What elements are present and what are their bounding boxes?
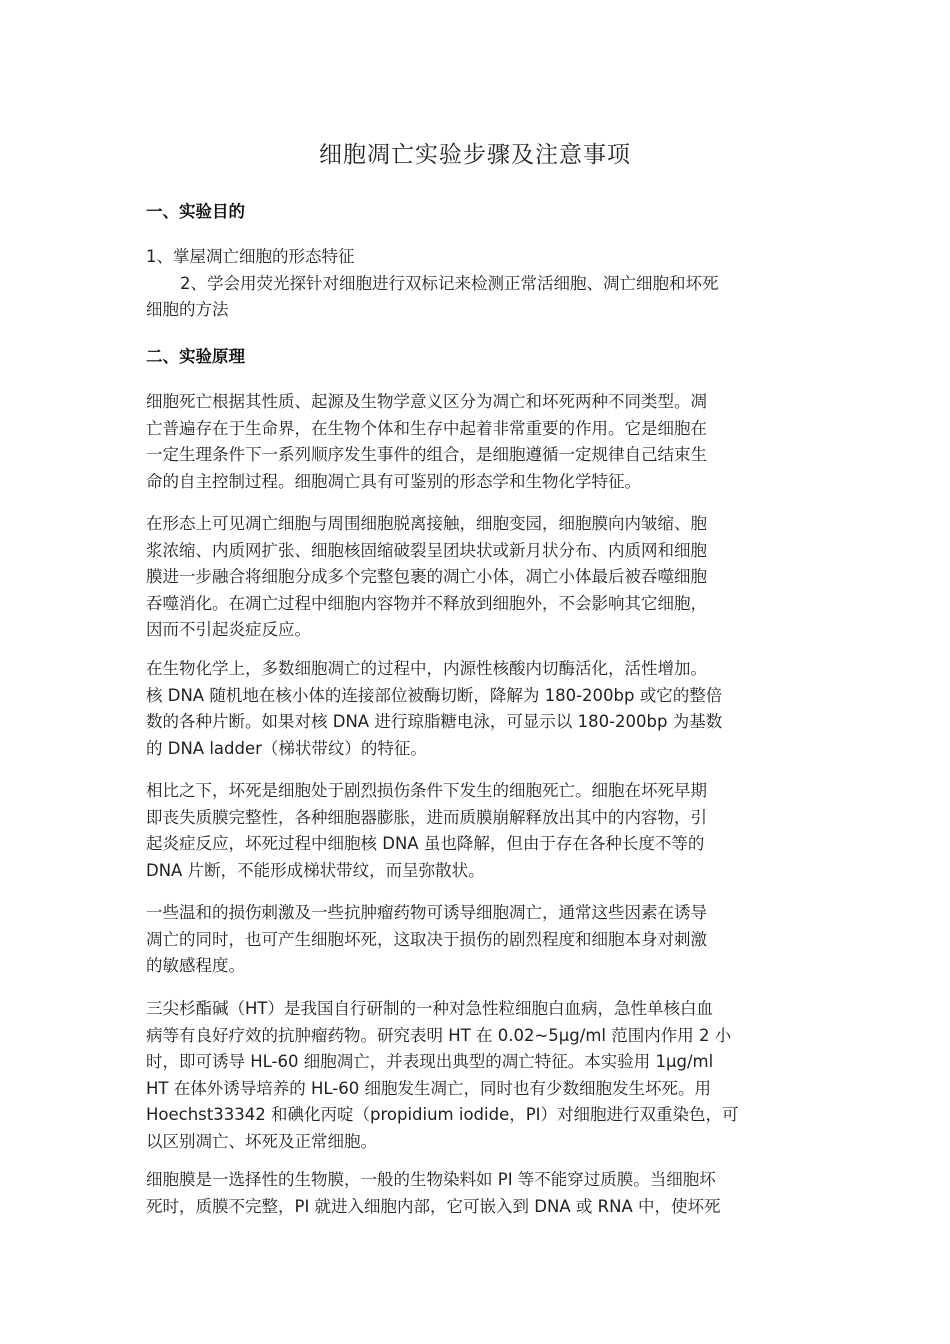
text-line: 即丧失质膜完整性，各种细胞器膨胀，进而质膜崩解释放出其中的内容物，引	[146, 807, 707, 827]
text-line: 因而不引起炎症反应。	[146, 620, 311, 639]
text-line: 起炎症反应，坏死过程中细胞核 DNA 虽也降解，但由于存在各种长度不等的	[146, 834, 705, 853]
text-line: 的 DNA ladder（梯状带纹）的特征。	[146, 738, 427, 758]
section-heading-principle: 二、实验原理	[146, 347, 245, 366]
text-line: 细胞死亡根据其性质、起源及生物学意义区分为凋亡和坏死两种不同类型。凋	[146, 392, 707, 411]
paragraph-4	[146, 778, 806, 884]
paragraph-6	[146, 996, 806, 1155]
text-line: 死时，质膜不完整，PI 就进入细胞内部，它可嵌入到 DNA 或 RNA 中，使坏死	[146, 1196, 721, 1216]
text-line: 吞噬消化。在凋亡过程中细胞内容物并不释放到细胞外，不会影响其它细胞，	[146, 593, 707, 613]
text-line: 病等有良好疗效的抗肿瘤药物。研究表明 HT 在 0.02~5μg/ml 范围内作用 2 小	[146, 1025, 732, 1045]
text-line: 细胞的方法	[146, 300, 229, 319]
paragraph-5	[146, 900, 806, 980]
text-line: 在生物化学上，多数细胞凋亡的过程中，内源性核酸内切酶活化，活性增加。	[146, 659, 707, 678]
text-line: 一些温和的损伤刺激及一些抗肿瘤药物可诱导细胞凋亡，通常这些因素在诱导	[146, 903, 707, 922]
text-line: 命的自主控制过程。细胞凋亡具有可鉴别的形态学和生物化学特征。	[146, 471, 641, 491]
text-line: 的敏感程度。	[146, 956, 245, 975]
text-line: 以区别凋亡、坏死及正常细胞。	[146, 1131, 377, 1151]
text-line: Hoechst33342 和碘化丙啶（propidium iodide，PI）对细胞进行双重染色，可	[146, 1105, 739, 1124]
purpose-item-1	[146, 244, 806, 324]
paragraph-7	[146, 1167, 806, 1220]
paragraph-3	[146, 656, 806, 762]
text-line: 膜进一步融合将细胞分成多个完整包裹的凋亡小体，凋亡小体最后被吞噬细胞	[146, 567, 707, 586]
text-line: 2、学会用荧光探针对细胞进行双标记来检测正常活细胞、凋亡细胞和坏死	[180, 273, 719, 293]
text-line: HT 在体外诱导培养的 HL-60 细胞发生凋亡，同时也有少数细胞发生坏死。用	[146, 1078, 711, 1098]
text-line: 核 DNA 随机地在核小体的连接部位被酶切断，降解为 180-200bp 或它的整倍	[146, 685, 723, 705]
section-heading-purpose: 一、实验目的	[146, 202, 245, 221]
paragraph-1	[146, 389, 806, 495]
text-line: 浆浓缩、内质网扩张、细胞核固缩破裂呈团块状或新月状分布、内质网和细胞	[146, 540, 707, 560]
text-line: 1、掌屋凋亡细胞的形态特征	[146, 247, 355, 266]
paragraph-2	[146, 511, 806, 644]
text-line: DNA 片断，不能形成梯状带纹，而呈弥散状。	[146, 860, 485, 880]
text-line: 时，即可诱导 HL-60 细胞凋亡，并表现出典型的凋亡特征。本实验用 1μg/ml	[146, 1052, 714, 1071]
text-line: 三尖杉酯碱（HT）是我国自行研制的一种对急性粒细胞白血病，急性单核白血	[146, 999, 713, 1018]
page-title: 细胞凋亡实验步骤及注意事项	[319, 142, 631, 168]
text-line: 一定生理条件下一系列顺序发生事件的组合，是细胞遵循一定规律自己结束生	[146, 445, 707, 464]
text-line: 细胞膜是一选择性的生物膜，一般的生物染料如 PI 等不能穿过质膜。当细胞坏	[146, 1170, 716, 1189]
text-line: 亡普遍存在于生命界，在生物个体和生存中起着非常重要的作用。它是细胞在	[146, 418, 707, 438]
text-line: 相比之下，坏死是细胞处于剧烈损伤条件下发生的细胞死亡。细胞在坏死早期	[146, 781, 707, 800]
text-line: 凋亡的同时，也可产生细胞坏死，这取决于损伤的剧烈程度和细胞本身对刺激	[146, 929, 707, 949]
text-line: 数的各种片断。如果对核 DNA 进行琼脂糖电泳，可显示以 180-200bp 为基数	[146, 712, 723, 731]
text-line: 在形态上可见凋亡细胞与周围细胞脱离接触，细胞变园，细胞膜向内皱缩、胞	[146, 514, 707, 533]
